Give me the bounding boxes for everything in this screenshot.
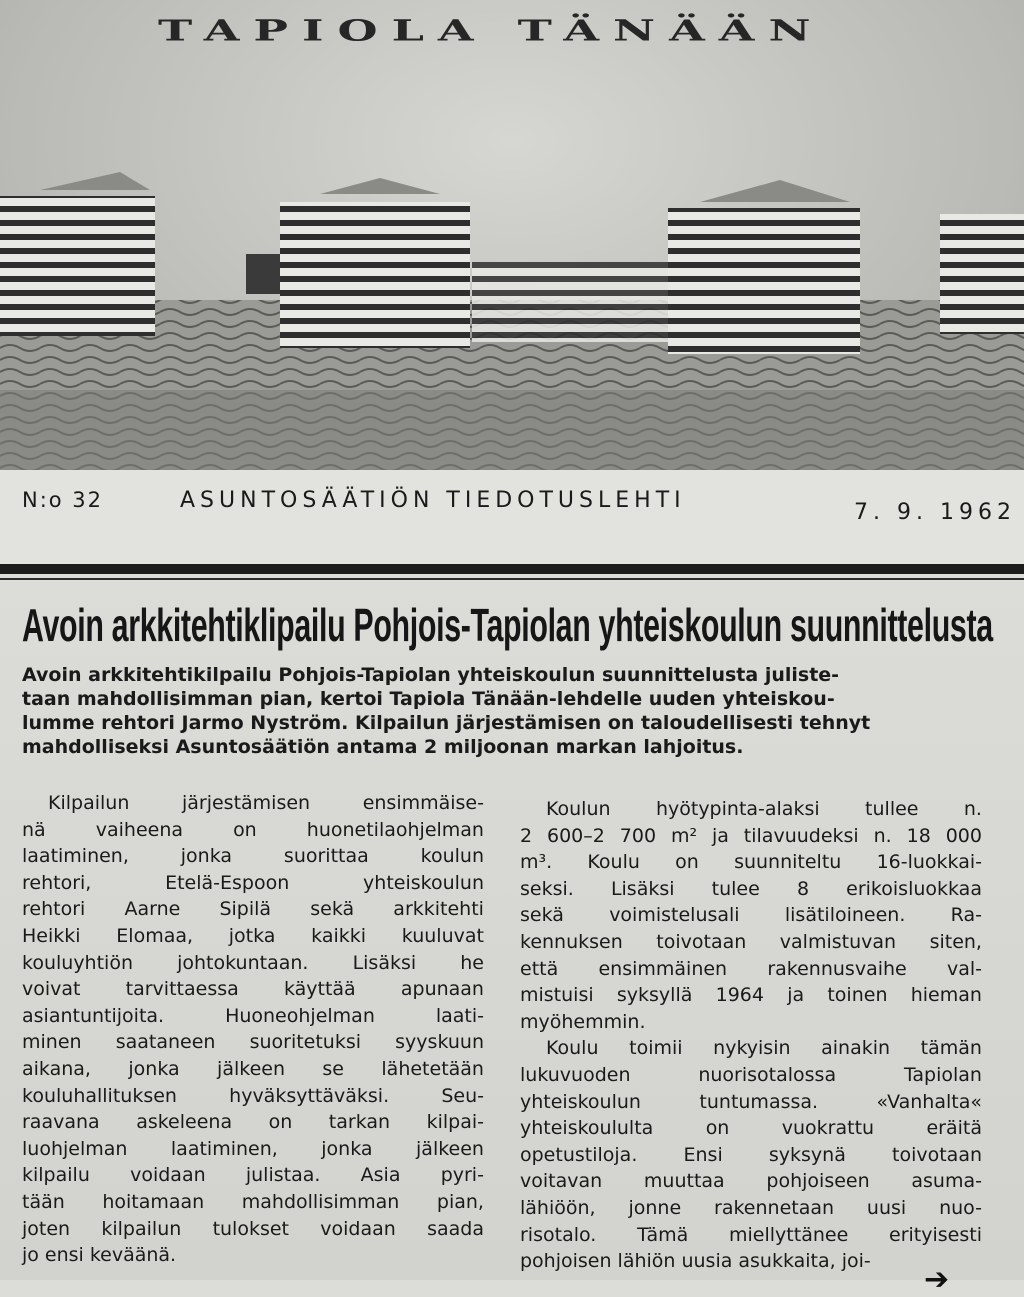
body-line: [22, 1109, 484, 1136]
word: Aarne: [124, 898, 181, 921]
body-line: [22, 1029, 484, 1056]
word: nä: [22, 818, 46, 841]
lead-line: lumme rehtori Jarmo Nyström. Kilpailun järjestämisen on taloudellisesti tehnyt: [22, 712, 871, 734]
word: Elomaa,: [116, 924, 194, 947]
word: on: [675, 851, 699, 874]
word: koulun: [420, 845, 484, 868]
word: on: [268, 1111, 293, 1134]
word: ainakin: [821, 1037, 891, 1060]
body-line: [520, 1142, 982, 1169]
word: 000: [945, 824, 982, 847]
word: kouluyhtiön: [22, 951, 133, 974]
word: erikoisluokkaa: [846, 877, 982, 900]
word: muuttaa: [643, 1170, 725, 1193]
word: keväänä.: [89, 1244, 177, 1267]
word: järjestämisen: [181, 792, 311, 814]
word: nuo-: [939, 1196, 982, 1219]
word: tämän: [920, 1037, 982, 1060]
lead-line: Avoin arkkitehtikilpailu Pohjois-Tapiolan yhteiskoulun suunnittelusta juliste-: [22, 664, 840, 686]
word: jonne: [628, 1196, 682, 1219]
word: syksyllä: [616, 984, 693, 1007]
body-line: [22, 1136, 484, 1163]
word: tullee: [865, 798, 919, 820]
building-right: [668, 180, 860, 354]
word: julistaa.: [245, 1164, 321, 1187]
word: tulee: [711, 877, 760, 900]
body-line: [520, 1222, 982, 1249]
word: asukkaita,: [738, 1250, 836, 1273]
word: voitavan: [520, 1170, 603, 1193]
housing-illustration: [0, 150, 1024, 470]
word: lähetetään: [381, 1057, 484, 1080]
word: val-: [946, 957, 982, 980]
word: kouluhallituksen: [22, 1084, 177, 1107]
body-line: [22, 1216, 484, 1243]
body-line: [22, 1083, 484, 1110]
word: toinen: [827, 984, 888, 1007]
masthead: [0, 0, 1024, 470]
word: että: [520, 957, 559, 980]
word: syyskuun: [395, 1031, 484, 1054]
word: 8: [796, 877, 810, 900]
word: toivotaan: [892, 1143, 982, 1166]
word: laati-: [435, 1004, 484, 1027]
word: rehtori: [22, 898, 86, 921]
word: mistuisi: [520, 984, 594, 1007]
word: Etelä-Espoon: [165, 871, 290, 894]
body-line: [520, 929, 982, 956]
word: jonka: [180, 845, 233, 868]
word: 600–2: [547, 824, 605, 847]
body-line: [22, 923, 484, 950]
word: askeleena: [136, 1111, 233, 1134]
body-line: [520, 823, 982, 850]
word: Huoneohjelman: [225, 1004, 375, 1027]
word: 700: [619, 824, 657, 847]
word: valmistuvan: [779, 930, 897, 953]
body-column-right: [520, 796, 982, 1275]
word: syksynä: [768, 1143, 846, 1166]
word: yhteiskoulun: [363, 871, 484, 894]
word: laatiminen,: [170, 1137, 278, 1160]
body-line: [22, 1162, 484, 1189]
word: n.: [873, 824, 892, 847]
word: johtokuntaan.: [177, 951, 309, 974]
body-column-left: [22, 790, 484, 1269]
word: miellyttänee: [729, 1223, 849, 1246]
word: suoritetuksi: [249, 1031, 362, 1054]
body-line: [520, 1089, 982, 1116]
word: Koulu: [546, 1037, 599, 1060]
word: Tämä: [637, 1223, 689, 1246]
lead-paragraph: [22, 663, 988, 759]
word: asiantuntijoita.: [22, 1004, 165, 1027]
word: apunaan: [400, 978, 484, 1001]
body-line: [520, 902, 982, 929]
word: tään: [22, 1190, 65, 1213]
word: Kilpailun: [48, 792, 130, 814]
word: hoitamaan: [102, 1190, 205, 1213]
word: suunniteltu: [734, 851, 842, 874]
word: sekä: [310, 898, 355, 921]
article-headline: Avoin arkkitehtiklipailu Pohjois-Tapiolan yhteiskoulun suunnittelusta: [22, 599, 993, 651]
word: he: [460, 951, 484, 974]
word: hyötypinta-alaksi: [655, 798, 820, 820]
word: ja: [787, 984, 805, 1007]
word: lähiöön,: [520, 1196, 596, 1219]
word: jonka: [128, 1057, 180, 1080]
word: tulokset: [212, 1217, 289, 1240]
word: rakennetaan: [714, 1196, 835, 1219]
word: jonka: [321, 1137, 373, 1160]
word: uusi: [866, 1196, 907, 1219]
body-line: [22, 1242, 484, 1269]
word: sekä: [520, 904, 564, 927]
word: aikana,: [22, 1057, 91, 1080]
word: Asia: [360, 1164, 401, 1187]
word: Tapiolan: [903, 1063, 982, 1086]
word: rakennusvaihe: [767, 957, 907, 980]
word: Lisäksi: [352, 951, 417, 974]
word: Lisäksi: [610, 877, 675, 900]
word: 2: [520, 824, 533, 847]
word: toimii: [629, 1037, 683, 1060]
word: lähiön: [617, 1250, 676, 1273]
word: voimistelusali: [609, 904, 740, 927]
issue-number: N:o 32: [22, 488, 104, 512]
word: voidaan: [130, 1164, 206, 1187]
word: voidaan: [320, 1217, 396, 1240]
word: kennuksen: [520, 930, 623, 953]
building-far-right: [940, 214, 1024, 334]
word: lukuvuoden: [520, 1063, 631, 1086]
word: seksi.: [520, 877, 574, 900]
word: pohjoisen: [520, 1250, 612, 1273]
word: eräitä: [926, 1117, 982, 1140]
word: rehtori,: [22, 871, 92, 894]
word: asuma-: [911, 1170, 982, 1193]
word: ensimmäinen: [598, 957, 728, 980]
word: kaikki: [311, 924, 367, 947]
word: risotalo.: [520, 1223, 597, 1246]
continue-arrow-icon: ➔: [924, 1262, 950, 1297]
word: siten,: [929, 930, 982, 953]
word: pian,: [436, 1190, 484, 1213]
word: pohjoiseen: [766, 1170, 870, 1193]
word: raavana: [22, 1111, 100, 1134]
word: nykyisin: [713, 1037, 791, 1060]
lead-line: mahdolliseksi Asuntosäätiön antama 2 miljoonan markan lahjoitus.: [22, 736, 744, 758]
body-line: [520, 1009, 982, 1036]
word: hieman: [910, 984, 982, 1007]
masthead-title: TAPIOLA TÄNÄÄN: [158, 14, 825, 48]
word: uusia: [681, 1250, 733, 1273]
word: pyri-: [440, 1164, 484, 1187]
word: Sipilä: [219, 898, 272, 921]
word: yhteiskoululta: [520, 1117, 654, 1140]
word: m²: [670, 824, 698, 847]
word: jo: [22, 1244, 39, 1267]
word: 18: [906, 824, 931, 847]
body-line: [520, 1248, 982, 1275]
body-line: [22, 1003, 484, 1030]
word: 1964: [715, 984, 764, 1007]
word: on: [705, 1117, 730, 1140]
word: erityisesti: [889, 1223, 982, 1246]
word: jälkeen: [217, 1057, 285, 1080]
building-low-strip: [472, 262, 668, 342]
word: Koulun: [546, 798, 611, 820]
word: joten: [22, 1217, 71, 1240]
word: mahdollisimman: [241, 1190, 400, 1213]
word: Heikki: [22, 924, 81, 947]
word: «Vanhalta«: [876, 1090, 982, 1113]
word: saataneen: [115, 1031, 216, 1054]
body-line: [520, 1035, 982, 1062]
body-line: [22, 817, 484, 844]
word: m³.: [520, 851, 553, 874]
body-line: [22, 870, 484, 897]
word: toivotaan: [656, 930, 747, 953]
word: se: [322, 1057, 344, 1080]
word: ensi: [44, 1244, 84, 1267]
word: tarvittaessa: [125, 978, 239, 1001]
body-line: [22, 1189, 484, 1216]
word: jälkeen: [416, 1137, 484, 1160]
word: huonetilaohjelman: [306, 818, 484, 841]
body-line: [22, 950, 484, 977]
word: Ra-: [950, 904, 982, 927]
lead-line: taan mahdollisimman pian, kertoi Tapiola Tänään-lehdelle uuden yhteiskou-: [22, 688, 835, 710]
body-line: [520, 1195, 982, 1222]
body-line: [22, 976, 484, 1003]
building-left: [0, 172, 155, 336]
word: vaiheena: [95, 818, 184, 841]
word: arkkitehti: [393, 898, 484, 921]
word: luohjelman: [22, 1137, 128, 1160]
body-line: [520, 876, 982, 903]
word: saada: [427, 1217, 484, 1240]
body-line: [520, 849, 982, 876]
body-line: [22, 896, 484, 923]
word: käyttää: [283, 978, 356, 1001]
word: minen: [22, 1031, 82, 1054]
word: Koulu: [587, 851, 640, 874]
word: jotka: [228, 924, 276, 947]
thick-rule: [0, 564, 1024, 574]
word: kilpailun: [101, 1217, 182, 1240]
body-line: [520, 796, 982, 823]
word: on: [233, 818, 257, 841]
word: 16-luokkai-: [876, 851, 982, 874]
word: ensimmäise-: [362, 792, 484, 814]
body-line: [22, 790, 484, 817]
word: joi-: [841, 1250, 871, 1273]
body-line: [22, 1056, 484, 1083]
word: yhteiskoulun: [520, 1090, 641, 1113]
word: voivat: [22, 978, 81, 1001]
word: ja: [711, 824, 729, 847]
word: lisätiloineen.: [784, 904, 906, 927]
word: tilavuudeksi: [743, 824, 859, 847]
issue-date: 7. 9. 1962: [854, 500, 1016, 525]
word: opetustiloja.: [520, 1143, 638, 1166]
body-line: [520, 956, 982, 983]
word: Ensi: [683, 1143, 723, 1166]
word: nuorisotalossa: [698, 1063, 837, 1086]
word: suorittaa: [283, 845, 369, 868]
word: laatiminen,: [22, 845, 129, 868]
publication-subtitle: ASUNTOSÄÄTIÖN TIEDOTUSLEHTI: [180, 488, 686, 513]
word: tarkan: [328, 1111, 391, 1134]
word: hyväksyttäväksi.: [229, 1084, 390, 1107]
body-line: [22, 843, 484, 870]
word: Seu-: [441, 1084, 484, 1107]
word: tuntumassa.: [699, 1090, 819, 1113]
thin-rule: [0, 578, 1024, 580]
word: kilpai-: [426, 1111, 484, 1134]
word: myöhemmin.: [520, 1010, 646, 1033]
word: kilpailu: [22, 1164, 90, 1187]
body-line: [520, 1115, 982, 1142]
body-line: [520, 1168, 982, 1195]
word: vuokrattu: [781, 1117, 875, 1140]
word: n.: [963, 798, 982, 820]
word: kuuluvat: [401, 924, 484, 947]
body-line: [520, 1062, 982, 1089]
body-line: [520, 982, 982, 1009]
